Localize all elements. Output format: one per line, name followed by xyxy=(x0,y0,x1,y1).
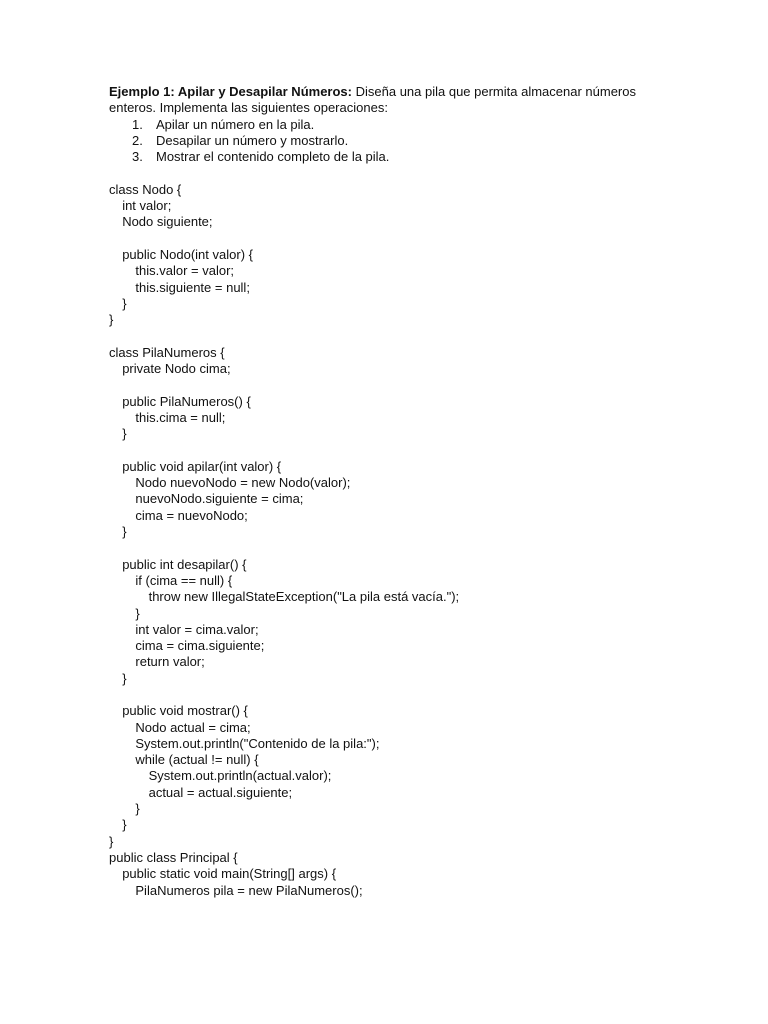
operation-item xyxy=(109,149,669,165)
code-line: while (actual != null) { xyxy=(135,752,259,768)
code-line: int valor = cima.valor; xyxy=(135,621,259,637)
code-line xyxy=(109,687,669,703)
operation-text: Desapilar un número y mostrarlo. xyxy=(156,132,349,148)
code-line: public Nodo(int valor) { xyxy=(122,246,253,262)
exercise-heading: Ejemplo 1: Apilar y Desapilar Números: xyxy=(109,84,352,99)
code-line: private Nodo cima; xyxy=(122,361,231,377)
code-line: } xyxy=(122,670,127,686)
operation-item xyxy=(109,117,669,133)
code-line: } xyxy=(135,605,140,621)
code-line: class Nodo { xyxy=(109,181,182,197)
code-line: PilaNumeros pila = new PilaNumeros(); xyxy=(135,882,363,898)
operation-text: Apilar un número en la pila. xyxy=(156,116,315,132)
code-line: } xyxy=(122,524,127,540)
code-line: } xyxy=(135,801,140,817)
code-line: this.valor = valor; xyxy=(135,263,235,279)
code-line: } xyxy=(109,833,114,849)
code-line: Nodo siguiente; xyxy=(122,214,213,230)
code-block xyxy=(109,182,669,899)
operation-text: Mostrar el contenido completo de la pila. xyxy=(156,149,390,165)
code-line: System.out.println("Contenido de la pila:"); xyxy=(135,735,380,751)
code-line: class PilaNumeros { xyxy=(109,344,225,360)
code-line: public void mostrar() { xyxy=(122,703,248,719)
code-line: this.cima = null; xyxy=(135,409,226,425)
code-line: actual = actual.siguiente; xyxy=(148,784,293,800)
code-line: System.out.println(actual.valor); xyxy=(148,768,332,784)
document-content xyxy=(109,84,669,899)
code-line xyxy=(109,540,669,556)
code-line: nuevoNodo.siguiente = cima; xyxy=(135,491,304,507)
code-line: if (cima == null) { xyxy=(135,572,233,588)
code-line: public class Principal { xyxy=(109,849,238,865)
code-line: public void apilar(int valor) { xyxy=(122,458,282,474)
code-line: throw new IllegalStateException("La pila está vacía."); xyxy=(148,589,460,605)
code-line: public static void main(String[] args) { xyxy=(122,866,337,882)
code-line: public int desapilar() { xyxy=(122,556,247,572)
operations-list xyxy=(109,117,669,166)
exercise-description: Diseña una pila que permita almacenar números enteros. Implementa las siguientes operaciones: xyxy=(109,84,636,116)
code-line xyxy=(109,443,669,459)
code-line: public PilaNumeros() { xyxy=(122,393,251,409)
code-line: Nodo actual = cima; xyxy=(135,719,251,735)
code-line xyxy=(109,328,669,344)
code-line: int valor; xyxy=(122,198,172,214)
code-line: } xyxy=(122,295,127,311)
code-line: this.siguiente = null; xyxy=(135,279,250,295)
code-line: } xyxy=(122,817,127,833)
code-line: cima = cima.siguiente; xyxy=(135,638,265,654)
operation-number: 3. xyxy=(132,149,143,165)
code-line: } xyxy=(122,426,127,442)
code-line xyxy=(109,377,669,393)
code-line: return valor; xyxy=(135,654,205,670)
code-line xyxy=(109,231,669,247)
code-line: cima = nuevoNodo; xyxy=(135,507,248,523)
code-line: Nodo nuevoNodo = new Nodo(valor); xyxy=(135,475,351,491)
operation-number: 2. xyxy=(132,132,143,148)
code-line: } xyxy=(109,312,114,328)
operation-number: 1. xyxy=(132,116,143,132)
operation-item xyxy=(109,133,669,149)
exercise-intro xyxy=(109,84,669,117)
